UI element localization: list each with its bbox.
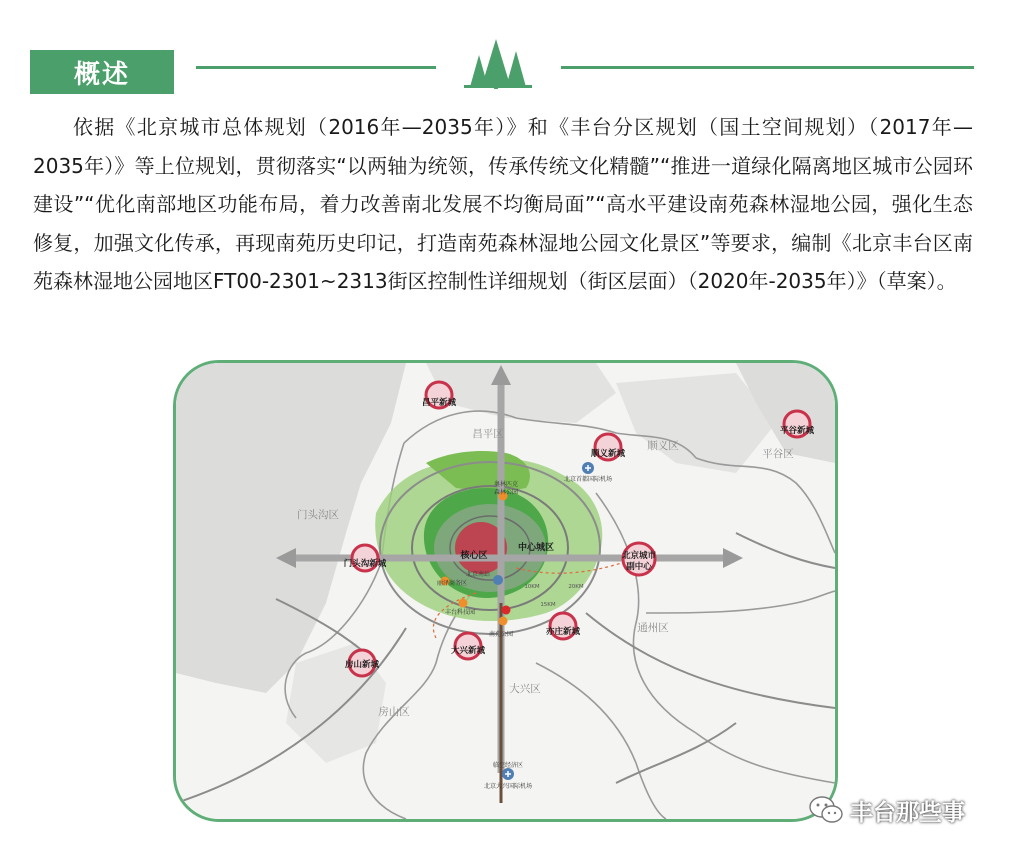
tree-icon — [462, 35, 534, 93]
section-title-tab — [30, 50, 174, 94]
label-fangshan-newtown: 房山新城 — [344, 660, 380, 670]
label-shunyi-district: 顺义区 — [647, 440, 679, 452]
label-changping-district: 昌平区 — [472, 428, 504, 440]
label-fangshan-district: 房山区 — [378, 706, 410, 718]
label-mentougou-district: 门头沟区 — [297, 509, 339, 521]
label-yizhuang-newtown: 亦庄新城 — [545, 627, 581, 637]
label-daxing-newtown: 大兴新城 — [450, 646, 486, 656]
label-shoudu-airport: 北京首都国际机场 — [563, 476, 613, 483]
label-olympic-1: 奥林匹克 — [493, 481, 519, 488]
map-frame — [173, 360, 838, 822]
regional-plan-map — [176, 363, 835, 819]
label-pinggu-district: 平谷区 — [762, 448, 794, 460]
label-shunyi-newtown: 顺义新城 — [590, 449, 626, 459]
wechat-icon — [808, 795, 844, 825]
label-daxing-district: 大兴区 — [509, 683, 541, 695]
label-tongzhou-district: 通州区 — [637, 622, 669, 634]
label-distance-20: 20KM — [568, 584, 584, 590]
section-title: 概述 — [73, 59, 130, 90]
label-lize: 丽泽商务区 — [436, 580, 468, 587]
label-beijing-south: 北京南站 — [465, 571, 491, 578]
label-daxing-airport: 北京大兴国际机场 — [483, 783, 533, 790]
label-fengtai-tech: 丰台科技园 — [444, 609, 476, 616]
label-mentougou-newtown: 门头沟新城 — [343, 559, 387, 569]
label-central-area: 中心城区 — [517, 543, 555, 553]
header-divider-left — [196, 66, 436, 69]
label-core-area: 核心区 — [460, 551, 488, 561]
label-distance-15: 15KM — [540, 602, 556, 608]
header-divider-right — [561, 66, 974, 69]
label-olympic-2: 森林公园 — [493, 489, 519, 496]
watermark — [808, 792, 998, 828]
body-paragraph-text: 依据《北京城市总体规划（2016年—2035年）》和《丰台分区规划（国土空间规划）（2017年—2035年）》等上位规划，贯彻落实“以两轴为统领，传承传统文化精髓”“推进一道绿化隔离地区城市公园环建设”“优化南部地区功能布局，着力改善南北发展不均衡局面”“高水平建设南苑森林湿地公园，强化生态修复，加强文化传承，再现南苑历史印记，打造南苑森林湿地公园文化景区”等要求，编制《北京丰台区南苑森林湿地公园地区FT00-2301~2313街区控制性详细规划（街区层面）（2020年-2035年）》（草案）。 — [33, 115, 973, 293]
label-subcenter-1: 北京城市 — [621, 551, 657, 561]
label-subcenter-2: 副中心 — [626, 562, 652, 572]
label-pinggu-newtown: 平谷新城 — [779, 426, 815, 436]
label-nanyuan-park: 南苑公园 — [488, 631, 514, 638]
label-distance-10: 10KM — [524, 584, 540, 590]
label-linkong: 临空经济区 — [492, 762, 524, 769]
body-paragraph — [33, 108, 973, 301]
label-changping-newtown: 昌平新城 — [421, 398, 457, 408]
watermark-text: 丰台那些事 — [850, 799, 965, 826]
